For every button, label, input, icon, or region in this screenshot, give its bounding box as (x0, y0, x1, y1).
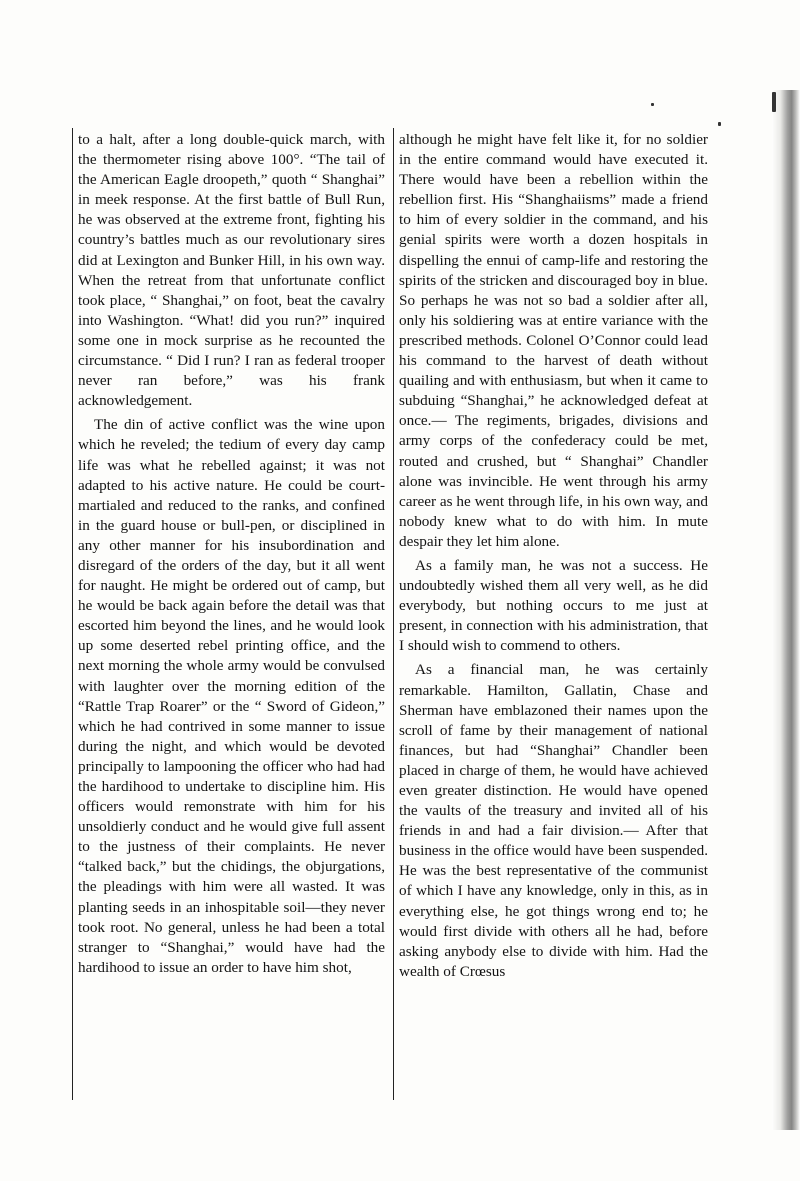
ink-speck (718, 122, 721, 126)
left-margin-rule (72, 128, 73, 1100)
left-column (78, 130, 385, 982)
paragraph: As a family man, he was not a success. He undoubtedly wished them all very well, as he did everybody, but nothing occurs to me just at present, in connection with his administration, that I should wish to commend to others. (399, 556, 708, 655)
right-column (399, 130, 708, 986)
paragraph: As a financial man, he was certainly remarkable. Hamilton, Gallatin, Chase and Sherman have emblazoned their names upon the scroll of fame by their management of national finances, but had “Shanghai” Chandler been placed in charge of them, he would have achieved even greater distinction. He would have opened the vaults of the treasury and invited all of his friends in and had a fair division.— After that business in the office would have been suspended. He was the best representative of the communist of which I have any knowledge, only in this, as in everything else, he got things wrong end to; he would first divide with others all he had, before asking anybody else to divide with him. Had the wealth of Crœsus (399, 661, 708, 980)
ink-speck (772, 92, 776, 112)
paragraph: The din of active conflict was the wine upon which he reveled; the tedium of every day camp life was what he rebelled against; it was not adapted to his active nature. He could be court-martialed and reduced to the ranks, and confined in the guard house or bull-pen, or disciplined in any other manner for his insubordination and disregard of the orders of the day, but it all went for naught. He might be ordered out of camp, but he would be back again before the detail was that escorted him beyond the lines, and he would look up some deserted rebel printing office, and the next morning the whole army would be convulsed with laughter over the morning edition of the “Rattle Trap Roarer” or the “ Sword of Gideon,” which he had contrived in some manner to issue during the night, and which would be devoted principally to lampooning the officer who had had the hardihood to undertake to discipline him. His officers would remonstrate with him for his unsoldierly conduct and he would give full assent to the justness of their complaints. He never “talked back,” but the chidings, the objurgations, the pleadings with him were all wasted. It was planting seeds in an inhospitable soil—they never took root. No general, unless he had been a total stranger to “Shanghai,” would have had the hardihood to issue an order to have him shot, (78, 416, 385, 976)
paragraph: to a halt, after a long double-quick march, with the thermometer rising above 100°. “The tail of the American Eagle droopeth,” quoth “ Shanghai” in meek response. At the first battle of Bull Run, he was observed at the extreme front, fighting his country’s battles much as our revolutionary sires did at Lexington and Bunker Hill, in his own way. When the retreat from that unfortunate conflict took place, “ Shanghai,” on foot, beat the cavalry into Washington. “What! did you run?” inquired some one in mock surprise as he recounted the circumstance. “ Did I run? I ran as federal trooper never ran before,” was his frank acknowledgement. (78, 131, 385, 410)
paragraph: although he might have felt like it, for no soldier in the entire command would have executed it. There would have been a rebellion within the rebellion first. His “Shanghaiisms” made a friend to him of every soldier in the command, and his genial spirits were worth a dozen hospitals in dispelling the ennui of camp-life and restoring the spirits of the stricken and discouraged boy in blue. So perhaps he was not so bad a soldier after all, only his soldiering was at entire variance with the prescribed methods. Colonel O’Connor could lead his command to the harvest of death without quailing and with enthusiasm, but when it came to subduing “Shanghai,” he acknowledged defeat at once.— The regiments, brigades, divisions and army corps of the confederacy could be met, routed and crushed, but “ Shanghai” Chandler alone was invincible. He went through his army career as he went through life, in his own way, and nobody knew what to do with him. In mute despair they let him alone. (399, 131, 708, 550)
ink-speck (651, 103, 654, 106)
page-binding-shadow (772, 90, 800, 1130)
column-divider-rule (393, 128, 394, 1100)
